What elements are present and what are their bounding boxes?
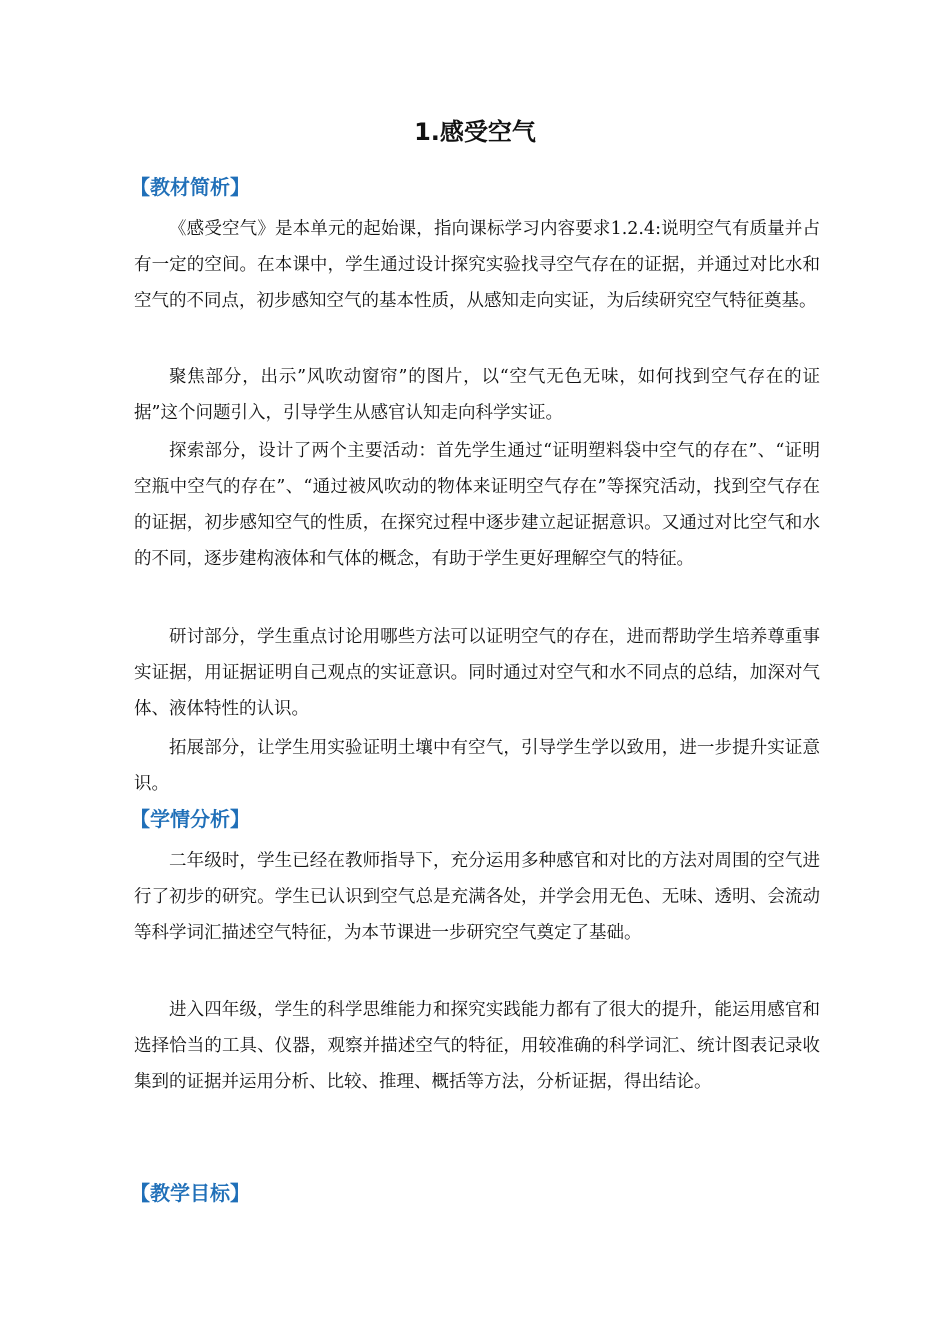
paragraph: 聚焦部分，出示”风吹动窗帘”的图片，以“空气无色无味，如何找到空气存在的证据”这个问题引入，引导学生从感官认知走向科学实证。 <box>134 367 820 423</box>
page-title: 1.感受空气 <box>414 118 536 146</box>
section-heading-textbook-analysis: 【教材简析】 <box>130 175 250 199</box>
paragraph: 拓展部分，让学生用实验证明土壤中有空气，引导学生学以致用，进一步提升实证意识。 <box>134 738 820 794</box>
paragraph: 探索部分，设计了两个主要活动：首先学生通过“证明塑料袋中空气的存在”、“证明空瓶中空气的存在”、“通过被风吹动的物体来证明空气存在”等探究活动，找到空气存在的证据，初步感知空气的性质，在探究过程中逐步建立起证据意识。又通过对比空气和水的不同，逐步建构液体和气体的概念，有助于学生更好理解空气的特征。 <box>134 441 820 569</box>
paragraph: 《感受空气》是本单元的起始课，指向课标学习内容要求1.2.4:说明空气有质量并占有一定的空间。在本课中，学生通过设计探究实验找寻空气存在的证据，并通过对比水和空气的不同点，初步感知空气的基本性质，从感知走向实证，为后续研究空气特征奠基。 <box>134 219 820 311</box>
section-heading-learner-analysis: 【学情分析】 <box>130 807 250 831</box>
paragraph: 研讨部分，学生重点讨论用哪些方法可以证明空气的存在，进而帮助学生培养尊重事实证据，用证据证明自己观点的实证意识。同时通过对空气和水不同点的总结，加深对气体、液体特性的认识。 <box>134 627 820 719</box>
section-heading-teaching-objectives: 【教学目标】 <box>130 1181 250 1205</box>
paragraph: 进入四年级，学生的科学思维能力和探究实践能力都有了很大的提升，能运用感官和选择恰当的工具、仪器，观察并描述空气的特征，用较准确的科学词汇、统计图表记录收集到的证据并运用分析、比较、推理、概括等方法，分析证据，得出结论。 <box>134 1000 820 1092</box>
paragraph: 二年级时，学生已经在教师指导下，充分运用多种感官和对比的方法对周围的空气进行了初步的研究。学生已认识到空气总是充满各处，并学会用无色、无味、透明、会流动等科学词汇描述空气特征，为本节课进一步研究空气奠定了基础。 <box>134 851 820 943</box>
